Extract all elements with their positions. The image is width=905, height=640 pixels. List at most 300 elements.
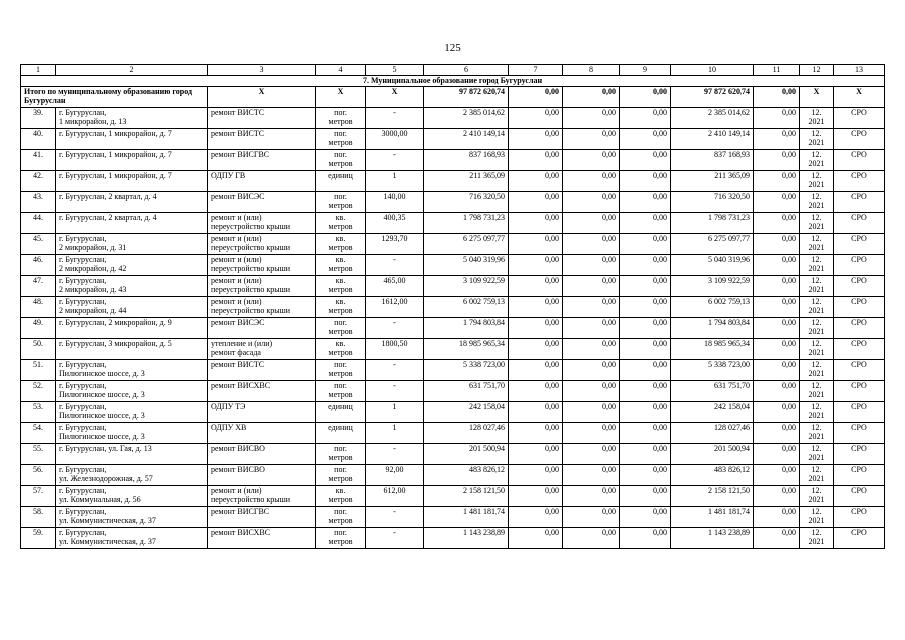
cell-line: ремонт и (или) xyxy=(211,276,262,285)
cell-date xyxy=(800,171,834,192)
cell-line: 12. xyxy=(811,297,822,306)
cell-method: СРО xyxy=(834,234,885,255)
cell-c10: 6 275 097,77 xyxy=(671,234,754,255)
cell-c8: 0,00 xyxy=(563,381,620,402)
cell-unit xyxy=(316,192,366,213)
cell-unit xyxy=(316,318,366,339)
cell-date xyxy=(800,150,834,171)
table-row xyxy=(21,339,885,360)
cell-date xyxy=(800,339,834,360)
cell-c9: 0,00 xyxy=(620,360,671,381)
total-label: Итого по муниципальному образованию город Бугуруслан xyxy=(21,87,208,108)
cell-n: 55. xyxy=(21,444,56,465)
cell-line: кв. xyxy=(335,339,346,348)
cell-work xyxy=(208,108,316,129)
cell-line: г. Бугуруслан, xyxy=(59,465,107,474)
total-cell: Х xyxy=(366,87,424,108)
cell-line: переустройство крыши xyxy=(211,285,291,294)
cell-cost: 128 027,46 xyxy=(424,423,509,444)
cell-line: ОДПУ ХВ xyxy=(211,423,247,432)
cell-qty: 612,00 xyxy=(366,486,424,507)
cell-cost: 18 985 965,34 xyxy=(424,339,509,360)
cell-c7: 0,00 xyxy=(509,318,563,339)
cell-c8: 0,00 xyxy=(563,171,620,192)
cell-c9: 0,00 xyxy=(620,381,671,402)
cell-unit xyxy=(316,486,366,507)
cell-n: 41. xyxy=(21,150,56,171)
cell-n: 43. xyxy=(21,192,56,213)
cell-qty: 92,00 xyxy=(366,465,424,486)
cell-c10: 1 798 731,23 xyxy=(671,213,754,234)
cell-line: г. Бугуруслан, 1 микрорайон, д. 7 xyxy=(59,129,172,138)
cell-work xyxy=(208,129,316,150)
table-row xyxy=(21,192,885,213)
cell-date xyxy=(800,213,834,234)
cell-cost: 2 385 014,62 xyxy=(424,108,509,129)
total-cell: Х xyxy=(834,87,885,108)
page-number: 125 xyxy=(444,42,461,54)
cell-unit xyxy=(316,360,366,381)
cell-line: ул. Коммунальная, д. 56 xyxy=(59,495,141,504)
cell-cost: 2 158 121,50 xyxy=(424,486,509,507)
cell-c9: 0,00 xyxy=(620,234,671,255)
cell-addr xyxy=(56,444,208,465)
cell-line: 2021 xyxy=(808,369,825,378)
cell-n: 39. xyxy=(21,108,56,129)
cell-addr xyxy=(56,192,208,213)
cell-method: СРО xyxy=(834,213,885,234)
cell-qty: 1 xyxy=(366,402,424,423)
cell-line: 12. xyxy=(811,360,822,369)
column-number: 11 xyxy=(754,65,800,76)
cell-c11: 0,00 xyxy=(754,402,800,423)
cell-c8: 0,00 xyxy=(563,444,620,465)
cell-addr xyxy=(56,276,208,297)
cell-c8: 0,00 xyxy=(563,339,620,360)
cell-line: пог. xyxy=(334,465,347,474)
cell-line: 2021 xyxy=(808,474,825,483)
table-row xyxy=(21,444,885,465)
table-row xyxy=(21,318,885,339)
table-row xyxy=(21,402,885,423)
cell-unit xyxy=(316,108,366,129)
section-title: 7. Муниципальное образование город Бугуруслан xyxy=(21,76,885,87)
cell-line: Пилюгинское шоссе, д. 3 xyxy=(59,411,145,420)
cell-addr xyxy=(56,360,208,381)
cell-date xyxy=(800,192,834,213)
cell-line: Пилюгинское шоссе, д. 3 xyxy=(59,432,145,441)
cell-work xyxy=(208,465,316,486)
cell-c11: 0,00 xyxy=(754,213,800,234)
cell-line: г. Бугуруслан, xyxy=(59,108,107,117)
cell-line: 2021 xyxy=(808,306,825,315)
cell-line: пог. xyxy=(334,528,347,537)
cell-line: г. Бугуруслан, xyxy=(59,528,107,537)
cell-c8: 0,00 xyxy=(563,507,620,528)
cell-c9: 0,00 xyxy=(620,129,671,150)
cell-line: Пилюгинское шоссе, д. 3 xyxy=(59,369,145,378)
cell-line: ул. Коммунистическая, д. 37 xyxy=(59,516,156,525)
cell-line: 2021 xyxy=(808,117,825,126)
cell-c10: 1 481 181,74 xyxy=(671,507,754,528)
total-cell: 0,00 xyxy=(754,87,800,108)
cell-work xyxy=(208,444,316,465)
cell-c7: 0,00 xyxy=(509,171,563,192)
cell-method: СРО xyxy=(834,381,885,402)
cell-date xyxy=(800,297,834,318)
cell-line: ремонт ВИСЭС xyxy=(211,318,265,327)
cell-work xyxy=(208,213,316,234)
cell-line: 2021 xyxy=(808,432,825,441)
column-number: 12 xyxy=(800,65,834,76)
cell-line: 2 микрорайон, д. 31 xyxy=(59,243,127,252)
table-row xyxy=(21,465,885,486)
total-cell: 0,00 xyxy=(509,87,563,108)
cell-line: метров xyxy=(328,537,353,546)
cell-c7: 0,00 xyxy=(509,150,563,171)
cell-line: ремонт и (или) xyxy=(211,486,262,495)
cell-qty: - xyxy=(366,360,424,381)
cell-c11: 0,00 xyxy=(754,234,800,255)
cell-method: СРО xyxy=(834,423,885,444)
cell-date xyxy=(800,528,834,549)
cell-addr xyxy=(56,507,208,528)
cell-line: метров xyxy=(328,369,353,378)
cell-c7: 0,00 xyxy=(509,213,563,234)
cell-c9: 0,00 xyxy=(620,402,671,423)
column-number: 5 xyxy=(366,65,424,76)
cell-c7: 0,00 xyxy=(509,360,563,381)
total-cell: 97 872 620,74 xyxy=(424,87,509,108)
cell-line: г. Бугуруслан, xyxy=(59,507,107,516)
cell-line: ремонт ВИСТС xyxy=(211,360,265,369)
cell-c7: 0,00 xyxy=(509,507,563,528)
cell-c9: 0,00 xyxy=(620,255,671,276)
cell-line: г. Бугуруслан, 1 микрорайон, д. 7 xyxy=(59,171,172,180)
table-row xyxy=(21,276,885,297)
cell-line: пог. xyxy=(334,381,347,390)
cell-c10: 6 002 759,13 xyxy=(671,297,754,318)
cell-c11: 0,00 xyxy=(754,297,800,318)
cell-line: метров xyxy=(328,285,353,294)
cell-line: ремонт фасада xyxy=(211,348,261,357)
cell-line: метров xyxy=(328,390,353,399)
cell-line: г. Бугуруслан, 2 микрорайон, д. 9 xyxy=(59,318,172,327)
cell-addr xyxy=(56,402,208,423)
table-row xyxy=(21,255,885,276)
cell-line: г. Бугуруслан, xyxy=(59,486,107,495)
cell-n: 49. xyxy=(21,318,56,339)
cell-c11: 0,00 xyxy=(754,465,800,486)
cell-line: 12. xyxy=(811,234,822,243)
cell-cost: 6 275 097,77 xyxy=(424,234,509,255)
cell-c11: 0,00 xyxy=(754,255,800,276)
cell-c7: 0,00 xyxy=(509,402,563,423)
cell-method: СРО xyxy=(834,465,885,486)
cell-n: 50. xyxy=(21,339,56,360)
cell-cost: 242 158,04 xyxy=(424,402,509,423)
cell-c8: 0,00 xyxy=(563,465,620,486)
cell-c7: 0,00 xyxy=(509,486,563,507)
cell-c7: 0,00 xyxy=(509,276,563,297)
cell-line: Пилюгинское шоссе, д. 3 xyxy=(59,390,145,399)
cell-qty: - xyxy=(366,255,424,276)
cell-line: 2 микрорайон, д. 44 xyxy=(59,306,127,315)
table-row xyxy=(21,150,885,171)
cell-addr xyxy=(56,255,208,276)
cell-n: 47. xyxy=(21,276,56,297)
column-number: 10 xyxy=(671,65,754,76)
cell-line: ремонт ВИСГВС xyxy=(211,507,270,516)
cell-line: переустройство крыши xyxy=(211,222,291,231)
cell-line: пог. xyxy=(334,129,347,138)
cell-work xyxy=(208,423,316,444)
table-row xyxy=(21,507,885,528)
cell-addr xyxy=(56,486,208,507)
cell-method: СРО xyxy=(834,339,885,360)
cell-line: г. Бугуруслан, 2 квартал, д. 4 xyxy=(59,192,157,201)
cell-c10: 201 500,94 xyxy=(671,444,754,465)
cell-c7: 0,00 xyxy=(509,192,563,213)
cell-c7: 0,00 xyxy=(509,444,563,465)
cell-cost: 201 500,94 xyxy=(424,444,509,465)
cell-c8: 0,00 xyxy=(563,129,620,150)
cell-line: ОДПУ ТЭ xyxy=(211,402,246,411)
cell-addr xyxy=(56,528,208,549)
table-row xyxy=(21,381,885,402)
cell-line: переустройство крыши xyxy=(211,264,291,273)
column-number: 8 xyxy=(563,65,620,76)
cell-c8: 0,00 xyxy=(563,423,620,444)
cell-line: кв. xyxy=(335,234,346,243)
cell-line: ремонт и (или) xyxy=(211,297,262,306)
total-cell: Х xyxy=(208,87,316,108)
cell-addr xyxy=(56,339,208,360)
table-row xyxy=(21,297,885,318)
cell-c9: 0,00 xyxy=(620,339,671,360)
cell-work xyxy=(208,486,316,507)
cell-line: кв. xyxy=(335,486,346,495)
cell-c11: 0,00 xyxy=(754,381,800,402)
cell-c8: 0,00 xyxy=(563,360,620,381)
column-number: 3 xyxy=(208,65,316,76)
cell-line: г. Бугуруслан, xyxy=(59,423,107,432)
cell-n: 45. xyxy=(21,234,56,255)
cell-method: СРО xyxy=(834,360,885,381)
cell-work xyxy=(208,339,316,360)
cell-n: 54. xyxy=(21,423,56,444)
cell-addr xyxy=(56,318,208,339)
cell-n: 53. xyxy=(21,402,56,423)
table-row xyxy=(21,108,885,129)
cell-line: 2021 xyxy=(808,390,825,399)
cell-line: ремонт ВИСВО xyxy=(211,465,265,474)
cell-cost: 837 168,93 xyxy=(424,150,509,171)
cell-line: ОДПУ ГВ xyxy=(211,171,246,180)
cell-line: пог. xyxy=(334,444,347,453)
column-number: 13 xyxy=(834,65,885,76)
cell-line: метров xyxy=(328,201,353,210)
cell-c8: 0,00 xyxy=(563,108,620,129)
cell-line: пог. xyxy=(334,108,347,117)
cell-c9: 0,00 xyxy=(620,444,671,465)
cell-c11: 0,00 xyxy=(754,108,800,129)
cell-line: 2021 xyxy=(808,201,825,210)
cell-unit xyxy=(316,276,366,297)
cell-addr xyxy=(56,150,208,171)
cell-cost: 2 410 149,14 xyxy=(424,129,509,150)
cell-addr xyxy=(56,381,208,402)
cell-cost: 631 751,70 xyxy=(424,381,509,402)
cell-date xyxy=(800,423,834,444)
cell-line: г. Бугуруслан, 1 микрорайон, д. 7 xyxy=(59,150,172,159)
cell-c10: 242 158,04 xyxy=(671,402,754,423)
cell-line: 12. xyxy=(811,423,822,432)
cell-line: ремонт ВИСЭС xyxy=(211,192,265,201)
cell-line: метров xyxy=(328,222,353,231)
cell-qty: 1800,50 xyxy=(366,339,424,360)
cell-line: 2021 xyxy=(808,264,825,273)
section-title-row xyxy=(21,76,885,87)
cell-line: метров xyxy=(328,138,353,147)
table-row xyxy=(21,486,885,507)
cell-work xyxy=(208,171,316,192)
cell-method: СРО xyxy=(834,108,885,129)
cell-line: 2021 xyxy=(808,138,825,147)
cell-work xyxy=(208,528,316,549)
cell-c7: 0,00 xyxy=(509,234,563,255)
cell-c8: 0,00 xyxy=(563,255,620,276)
cell-qty: 1293,70 xyxy=(366,234,424,255)
table-body xyxy=(21,65,885,549)
cell-line: г. Бугуруслан, xyxy=(59,360,107,369)
cell-line: 12. xyxy=(811,402,822,411)
cell-c7: 0,00 xyxy=(509,108,563,129)
cell-c7: 0,00 xyxy=(509,129,563,150)
cell-unit xyxy=(316,171,366,192)
cell-line: 2021 xyxy=(808,495,825,504)
cell-line: ремонт ВИСВО xyxy=(211,444,265,453)
cell-line: 2021 xyxy=(808,411,825,420)
cell-line: 2021 xyxy=(808,327,825,336)
cell-line: 12. xyxy=(811,318,822,327)
cell-unit xyxy=(316,234,366,255)
cell-addr xyxy=(56,465,208,486)
cell-n: 44. xyxy=(21,213,56,234)
cell-c10: 1 794 803,84 xyxy=(671,318,754,339)
cell-c11: 0,00 xyxy=(754,192,800,213)
cell-line: 12. xyxy=(811,150,822,159)
cell-line: переустройство крыши xyxy=(211,306,291,315)
table-row xyxy=(21,360,885,381)
cell-c10: 5 040 319,96 xyxy=(671,255,754,276)
cell-line: 12. xyxy=(811,465,822,474)
cell-line: 12. xyxy=(811,276,822,285)
cell-unit xyxy=(316,213,366,234)
cell-qty: - xyxy=(366,108,424,129)
cell-c8: 0,00 xyxy=(563,318,620,339)
cell-line: 2021 xyxy=(808,222,825,231)
cell-line: кв. xyxy=(335,297,346,306)
cell-n: 51. xyxy=(21,360,56,381)
cell-line: ремонт и (или) xyxy=(211,234,262,243)
column-number: 6 xyxy=(424,65,509,76)
cell-line: 2021 xyxy=(808,159,825,168)
cell-c10: 128 027,46 xyxy=(671,423,754,444)
cell-addr xyxy=(56,171,208,192)
cell-method: СРО xyxy=(834,528,885,549)
total-cell: Х xyxy=(800,87,834,108)
cell-line: 12. xyxy=(811,192,822,201)
cell-work xyxy=(208,276,316,297)
cell-cost: 1 794 803,84 xyxy=(424,318,509,339)
cell-c10: 2 385 014,62 xyxy=(671,108,754,129)
cell-addr xyxy=(56,129,208,150)
cell-c11: 0,00 xyxy=(754,150,800,171)
cell-method: СРО xyxy=(834,171,885,192)
cell-c8: 0,00 xyxy=(563,234,620,255)
cell-work xyxy=(208,192,316,213)
cell-line: 12. xyxy=(811,381,822,390)
cell-work xyxy=(208,507,316,528)
cell-line: единиц xyxy=(328,171,353,180)
cell-line: ремонт ВИСГВС xyxy=(211,150,270,159)
cell-n: 58. xyxy=(21,507,56,528)
cell-qty: 3000,00 xyxy=(366,129,424,150)
cell-c7: 0,00 xyxy=(509,339,563,360)
cell-addr xyxy=(56,213,208,234)
cell-line: ремонт и (или) xyxy=(211,255,262,264)
cell-line: 2021 xyxy=(808,285,825,294)
cell-date xyxy=(800,108,834,129)
cell-line: 2021 xyxy=(808,453,825,462)
cell-method: СРО xyxy=(834,507,885,528)
cell-line: 2021 xyxy=(808,537,825,546)
cell-line: единиц xyxy=(328,423,353,432)
cell-n: 42. xyxy=(21,171,56,192)
cell-c11: 0,00 xyxy=(754,423,800,444)
cell-line: ремонт и (или) xyxy=(211,213,262,222)
cell-c10: 5 338 723,00 xyxy=(671,360,754,381)
cell-method: СРО xyxy=(834,444,885,465)
cell-line: 12. xyxy=(811,507,822,516)
cell-c7: 0,00 xyxy=(509,381,563,402)
cell-line: г. Бугуруслан, 3 микрорайон, д. 5 xyxy=(59,339,172,348)
column-number: 2 xyxy=(56,65,208,76)
cell-addr xyxy=(56,108,208,129)
cell-line: 12. xyxy=(811,129,822,138)
cell-line: метров xyxy=(328,264,353,273)
cell-cost: 716 320,50 xyxy=(424,192,509,213)
cell-qty: - xyxy=(366,381,424,402)
cell-c7: 0,00 xyxy=(509,465,563,486)
cell-cost: 1 143 238,89 xyxy=(424,528,509,549)
cell-line: метров xyxy=(328,327,353,336)
column-number-row xyxy=(21,65,885,76)
cell-c10: 3 109 922,59 xyxy=(671,276,754,297)
cell-line: г. Бугуруслан, xyxy=(59,276,107,285)
cell-unit xyxy=(316,402,366,423)
cell-c7: 0,00 xyxy=(509,423,563,444)
cell-line: 2 микрорайон, д. 42 xyxy=(59,264,127,273)
cell-line: 2021 xyxy=(808,243,825,252)
cell-qty: 1612,00 xyxy=(366,297,424,318)
cell-date xyxy=(800,465,834,486)
cell-cost: 211 365,09 xyxy=(424,171,509,192)
cell-method: СРО xyxy=(834,276,885,297)
table-row xyxy=(21,234,885,255)
cell-c11: 0,00 xyxy=(754,276,800,297)
